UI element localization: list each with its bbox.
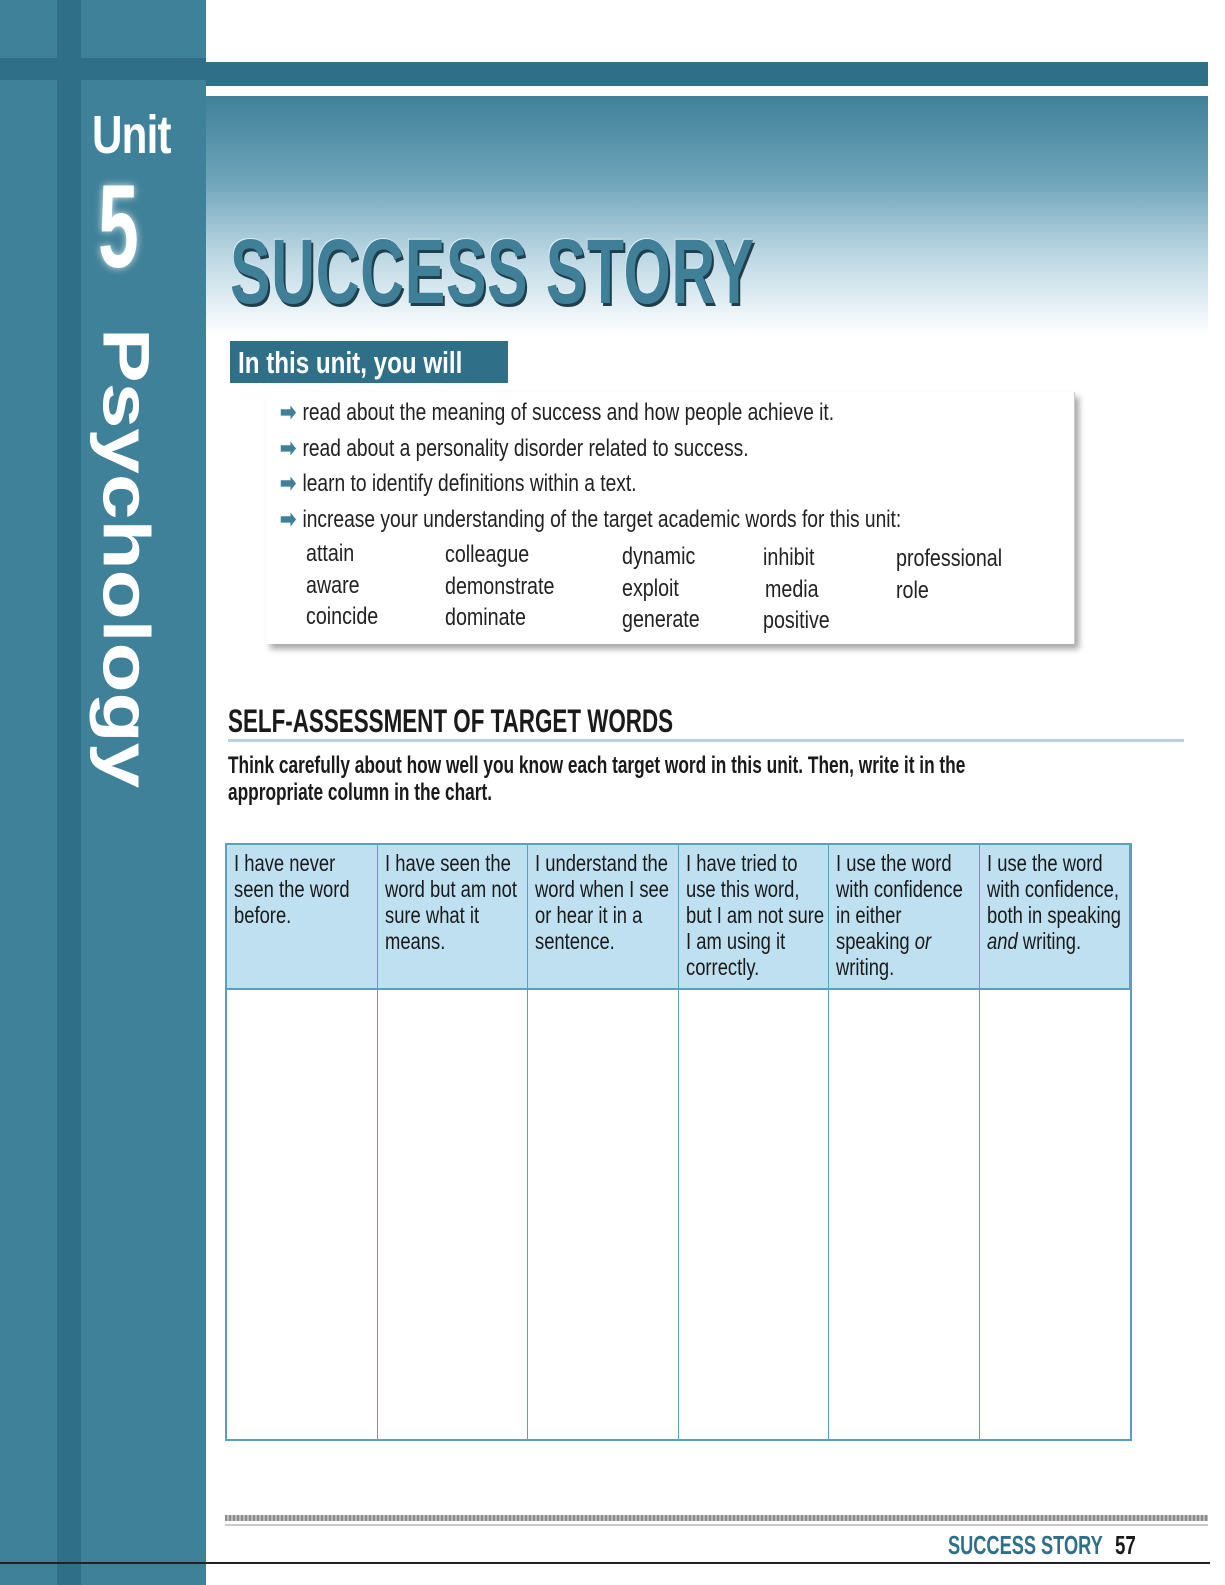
target-word: role <box>896 577 929 604</box>
chart-column-header: I have tried to use this word, but I am not sure I am using it correctly. <box>679 845 830 990</box>
chart-entry-cell[interactable] <box>829 990 980 1439</box>
page-bottom-line <box>0 1562 1210 1564</box>
unit-sidebar <box>0 0 206 1585</box>
chart-column-header: I use the word with confidence in either speaking or writing. <box>829 845 980 990</box>
footer-rule <box>225 1515 1208 1521</box>
self-assessment-chart <box>225 843 1132 1441</box>
footer-rule-thin <box>225 1524 1208 1526</box>
target-word: coincide <box>306 603 379 630</box>
chart-column-header: I have never seen the word before. <box>227 845 378 990</box>
chart-column-header: I understand the word when I see or hear it in a sentence. <box>528 845 679 990</box>
chart-entry-cell[interactable] <box>378 990 529 1439</box>
target-word: generate <box>622 606 700 633</box>
chart-column-header: I have seen the word but am not sure what it means. <box>378 845 529 990</box>
chart-column-header: I use the word with confidence, both in speaking and writing. <box>980 845 1131 990</box>
target-word: professional <box>896 545 1003 572</box>
objective-item: ➡ learn to identify definitions within a text. <box>280 470 637 497</box>
page-number: 57 <box>1115 1530 1136 1560</box>
unit-number: 5 <box>98 161 139 293</box>
section-divider <box>228 739 1184 742</box>
unit-subject: Psychology <box>89 328 162 789</box>
target-word: attain <box>306 540 355 567</box>
objectives-box <box>266 392 1075 644</box>
running-title: SUCCESS STORY <box>948 1530 1103 1560</box>
objective-item: ➡ read about a personality disorder related to success. <box>280 435 749 462</box>
target-word: colleague <box>445 541 530 568</box>
target-word: exploit <box>622 575 679 602</box>
objective-item: ➡ read about the meaning of success and how people achieve it. <box>280 399 835 426</box>
objective-item: ➡ increase your understanding of the target academic words for this unit: <box>280 506 902 533</box>
target-word: demonstrate <box>445 573 555 600</box>
target-word: dynamic <box>622 543 696 570</box>
chart-entry-cell[interactable] <box>227 990 378 1439</box>
sidebar-stripe-horizontal <box>0 58 206 80</box>
instructions-text: Think carefully about how well you know each target word in this unit. Then, write it in the appropriate column in the chart. <box>228 752 966 806</box>
header-bar <box>206 62 1208 86</box>
target-word: aware <box>306 572 360 599</box>
sidebar-stripe-vertical <box>57 0 81 1585</box>
arrow-bullet-icon: ➡ <box>280 399 297 426</box>
arrow-bullet-icon: ➡ <box>280 435 297 462</box>
target-word: media <box>765 576 819 603</box>
chart-entry-cell[interactable] <box>528 990 679 1439</box>
target-word: dominate <box>445 604 526 631</box>
target-word: positive <box>763 607 830 634</box>
intro-banner <box>230 341 508 383</box>
arrow-bullet-icon: ➡ <box>280 506 297 533</box>
chart-entry-cell[interactable] <box>980 990 1131 1439</box>
unit-label: Unit <box>92 105 171 165</box>
section-heading: SELF-ASSESSMENT OF TARGET WORDS <box>228 703 674 739</box>
arrow-bullet-icon: ➡ <box>280 470 297 497</box>
target-word: inhibit <box>763 544 815 571</box>
intro-banner-label: In this unit, you will <box>238 345 463 380</box>
chart-entry-cell[interactable] <box>679 990 830 1439</box>
page-title: SUCCESS STORY <box>230 221 755 323</box>
